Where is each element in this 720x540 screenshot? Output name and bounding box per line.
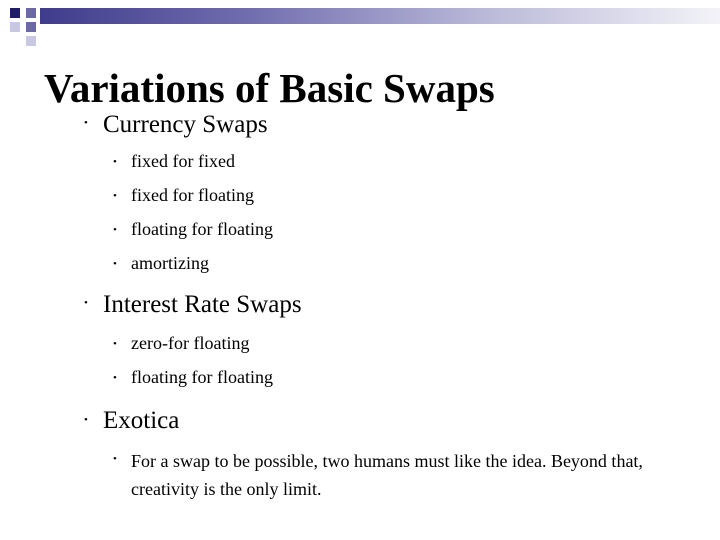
header-gradient-bar — [40, 8, 720, 24]
section-heading-interest-rate-swaps: Interest Rate Swaps — [103, 291, 302, 318]
list-item: amortizing — [131, 253, 209, 273]
bullet-icon: • — [113, 372, 117, 384]
bullet-icon: • — [113, 338, 117, 350]
bullet-icon: • — [113, 190, 117, 202]
bullet-icon: • — [84, 297, 88, 309]
decor-square-icon — [26, 22, 36, 32]
list-item: zero-for floating — [131, 333, 250, 353]
decor-square-icon — [10, 22, 20, 32]
section-heading-exotica: Exotica — [103, 407, 180, 434]
decor-square-icon — [10, 8, 20, 18]
list-item: floating for floating — [131, 367, 273, 387]
list-item: floating for floating — [131, 219, 273, 239]
section-heading-currency-swaps: Currency Swaps — [103, 111, 268, 138]
bullet-icon: • — [84, 117, 88, 129]
decor-square-icon — [26, 8, 36, 18]
decor-square-icon — [26, 36, 36, 46]
slide-title: Variations of Basic Swaps — [44, 65, 495, 111]
bullet-icon: • — [113, 258, 117, 270]
bullet-icon: • — [84, 414, 88, 426]
bullet-icon: • — [113, 453, 117, 465]
list-item: For a swap to be possible, two humans must like the idea. Beyond that, creativity is the only limit. — [131, 451, 643, 499]
bullet-icon: • — [113, 156, 117, 168]
bullet-icon: • — [113, 224, 117, 236]
list-item: fixed for fixed — [131, 151, 235, 171]
list-item: fixed for floating — [131, 185, 254, 205]
